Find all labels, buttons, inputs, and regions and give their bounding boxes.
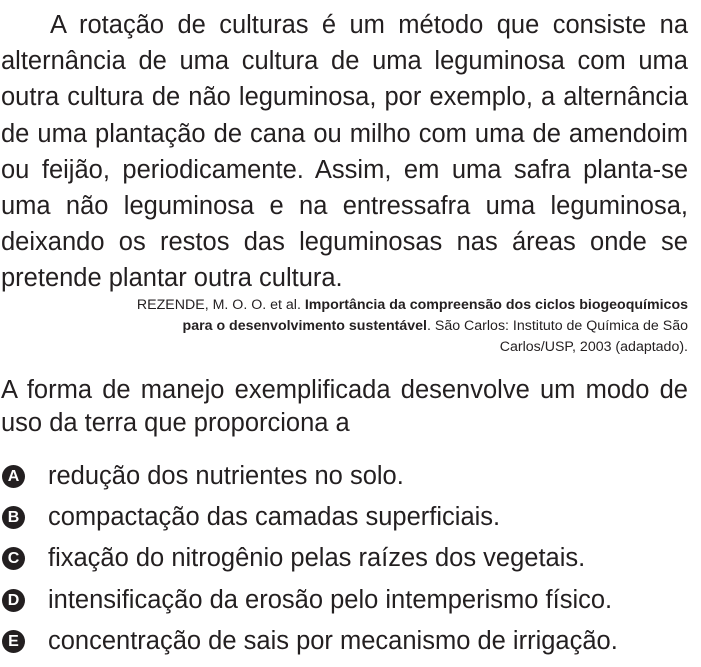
- option-b-text: compactação das camadas superficiais.: [48, 503, 501, 532]
- source-citation: [128, 295, 688, 358]
- answer-options: [0, 458, 701, 664]
- question-stem: A forma de manejo exemplificada desenvolve um modo de uso da terra que proporciona a: [1, 376, 688, 437]
- option-b[interactable]: [0, 499, 701, 540]
- option-d-text: intensificação da erosão pelo intemperismo físico.: [48, 585, 613, 614]
- option-d-letter-badge: D: [2, 589, 25, 612]
- citation-title: Importância da compreensão dos ciclos biogeoquímicos para o desenvolvimento sustentável: [182, 297, 688, 334]
- option-e[interactable]: [0, 623, 701, 664]
- option-d[interactable]: [0, 582, 701, 623]
- option-c-text: fixação do nitrogênio pelas raízes dos vegetais.: [48, 544, 586, 573]
- option-a-letter-badge: A: [2, 465, 25, 488]
- option-c-letter-badge: C: [2, 547, 25, 570]
- option-c[interactable]: [0, 540, 701, 581]
- option-e-text: concentração de sais por mecanismo de irrigação.: [48, 626, 618, 655]
- option-e-letter-badge: E: [2, 630, 25, 653]
- option-b-letter-badge: B: [2, 506, 25, 529]
- option-a[interactable]: [0, 458, 701, 499]
- citation-publisher: . São Carlos: Instituto de Química de São Carlos/USP, 2003 (adaptado).: [426, 318, 688, 355]
- citation-authors: REZENDE, M. O. O. et al.: [136, 297, 305, 313]
- passage-text: A rotação de culturas é um método que consiste na alternância de uma cultura de uma leguminosa com uma outra cultura de não leguminosa, por exemplo, a alternância de uma plantação de cana ou milho com uma de amendoim ou feijão, periodicamente. Assim, em uma safra planta-se uma não leguminosa e na entressafra uma leguminosa, deixando os restos das leguminosas nas áreas onde se pretende plantar outra cultura.: [1, 11, 688, 293]
- option-a-text: redução dos nutrientes no solo.: [48, 462, 404, 490]
